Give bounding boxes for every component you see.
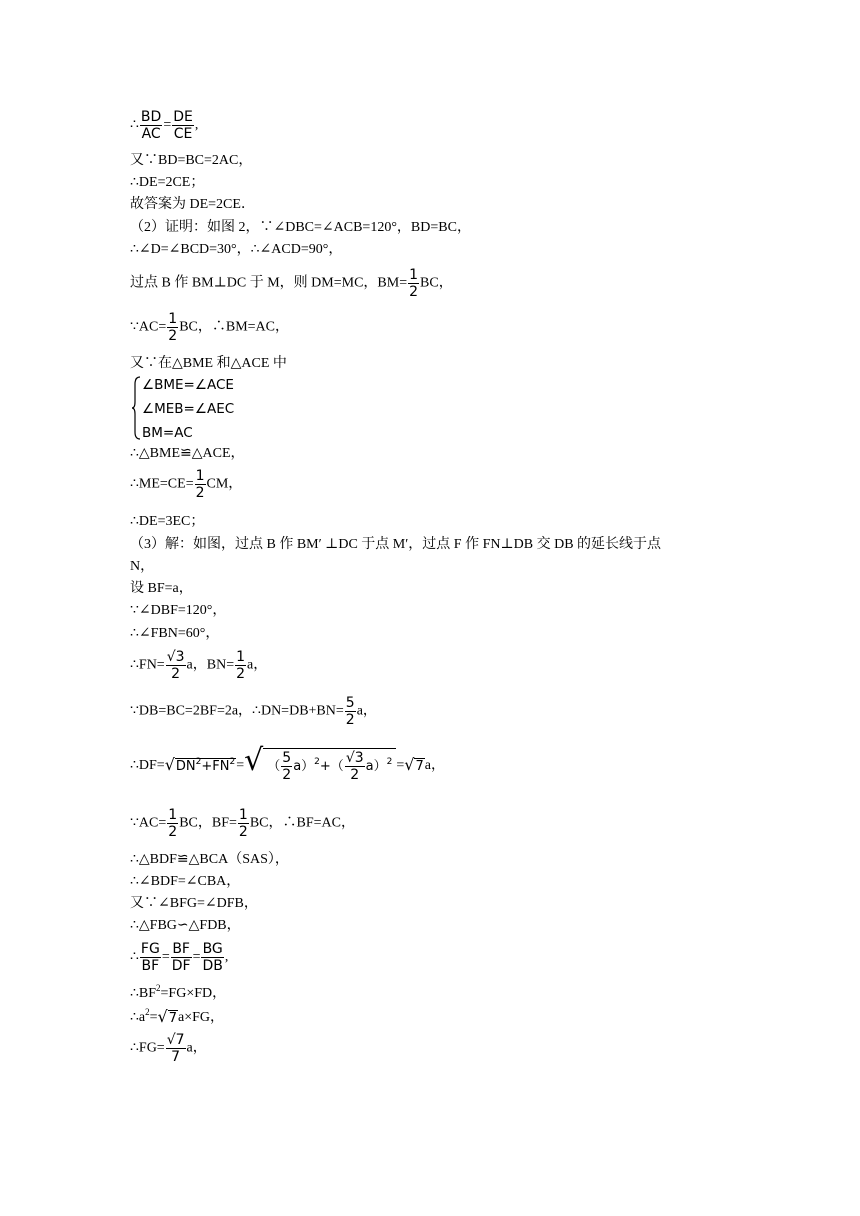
line-2: 又∵BD=BC=2AC， <box>130 153 253 168</box>
fraction-half: $\frac{1}{2}$ <box>409 267 419 300</box>
fraction-5-2: $\frac{5}{2}$ <box>345 695 355 728</box>
line-8: ∵AC= $\frac{1}{2}$ BC，∴BM=AC， <box>130 311 289 344</box>
line-10: ∴△BME≌△ACE， <box>130 446 245 461</box>
line-23: ∴∠BDF=∠CBA， <box>130 874 241 889</box>
fraction-half: $\frac{1}{2}$ <box>236 649 246 682</box>
left-brace-icon <box>131 376 141 440</box>
line-16: ∵∠DBF=120°， <box>130 603 227 618</box>
therefore-symbol: ∴ <box>130 117 139 133</box>
line-6: ∴∠D=∠BCD=30°，∴∠ACD=90°， <box>130 242 343 257</box>
line-3: ∴DE=2CE； <box>130 175 205 190</box>
line-29: ∴FG= $\frac{√7}{7}$ a， <box>130 1032 207 1065</box>
fraction-bd-ac: $\frac{BD}{AC}$ <box>140 109 162 142</box>
line-14: N， <box>130 559 155 574</box>
fraction-de-ce: $\frac{DE}{CE}$ <box>173 109 193 142</box>
fraction-half: $\frac{1}{2}$ <box>168 807 178 840</box>
line-9: 又∵在△BME 和△ACE 中 <box>130 356 287 371</box>
system-eq-3: BM=AC <box>142 425 193 441</box>
line-7: 过点 B 作 BM⊥DC 于 M，则 DM=MC，BM= $\frac{1}{2}$ BC， <box>130 267 453 300</box>
fraction-bf-df: $\frac{BF}{DF}$ <box>171 941 191 974</box>
line-26-ratio: ∴ $\frac{FG}{BF}$ = $\frac{BF}{DF}$ = $\frac{BG}{DB}$ , <box>130 941 229 974</box>
line-24: 又∵∠BFG=∠DFB， <box>130 896 258 911</box>
line-19: ∵DB=BC=2BF=2a，∴DN=DB+BN= $\frac{5}{2}$ a， <box>130 695 377 728</box>
line-4: 故答案为 DE=2CE． <box>130 197 255 212</box>
fraction-fg-bf: $\frac{FG}{BF}$ <box>140 941 160 974</box>
fraction-half: $\frac{1}{2}$ <box>238 807 248 840</box>
line-13: （3）解：如图，过点 B 作 BM′ ⊥DC 于点 M′，过点 F 作 FN⊥DB 交 DB 的延长线于点 <box>130 537 662 552</box>
sqrt-7: √7 <box>157 1007 178 1026</box>
line-20-df: $\therefore DF=√DN^2+FN^2=√$ （ $\frac{5}{2}$ a）$^2$+（ $\frac{√3}{2}$ a）$^2$ =√7a， <box>130 743 445 783</box>
system-eq-2: ∠MEB=∠AEC <box>142 401 235 417</box>
line-22: ∴△BDF≌△BCA（SAS）， <box>130 852 289 867</box>
line-5: （2）证明：如图 2，∵∠DBC=∠ACB=120°，BD=BC， <box>130 220 471 235</box>
line-28: $\therefore a^2=√7a\times FG$， <box>130 1007 225 1026</box>
fraction-bg-db: $\frac{BG}{DB}$ <box>202 941 223 974</box>
line-21: ∵AC= $\frac{1}{2}$ BC，BF= $\frac{1}{2}$ BC，∴BF=AC， <box>130 807 355 840</box>
line-ratio-1: ∴ $\frac{BD}{AC}$ = $\frac{DE}{CE}$ , <box>130 109 199 142</box>
sqrt-7: √7 <box>404 755 424 774</box>
line-27: $\therefore BF^2=FG\times FD$， <box>130 983 227 1001</box>
line-17: ∴∠FBN=60°， <box>130 626 220 641</box>
fraction-half: $\frac{1}{2}$ <box>168 311 178 344</box>
line-18: ∴FN= $\frac{√3}{2}$ a，BN= $\frac{1}{2}$ a， <box>130 649 268 682</box>
sqrt-big-expression: √ （ $\frac{5}{2}$ a）$^2$+（ $\frac{√3}{2}$ a）$^2$ <box>244 748 396 784</box>
fraction-half: $\frac{1}{2}$ <box>195 468 205 501</box>
line-12: ∴DE=3EC； <box>130 514 205 529</box>
fraction-sqrt7-7: $\frac{√7}{7}$ <box>166 1032 185 1065</box>
fraction-sqrt3-2: $\frac{√3}{2}$ <box>166 649 185 682</box>
sqrt-dn-fn: $√DN^2+FN^2$ <box>164 755 236 774</box>
system-eq-1: ∠BME=∠ACE <box>142 377 234 393</box>
line-11: ∴ME=CE= $\frac{1}{2}$ CM， <box>130 468 243 501</box>
line-25: ∴△FBG∽△FDB， <box>130 918 241 933</box>
line-15: 设 BF=a， <box>130 581 193 596</box>
